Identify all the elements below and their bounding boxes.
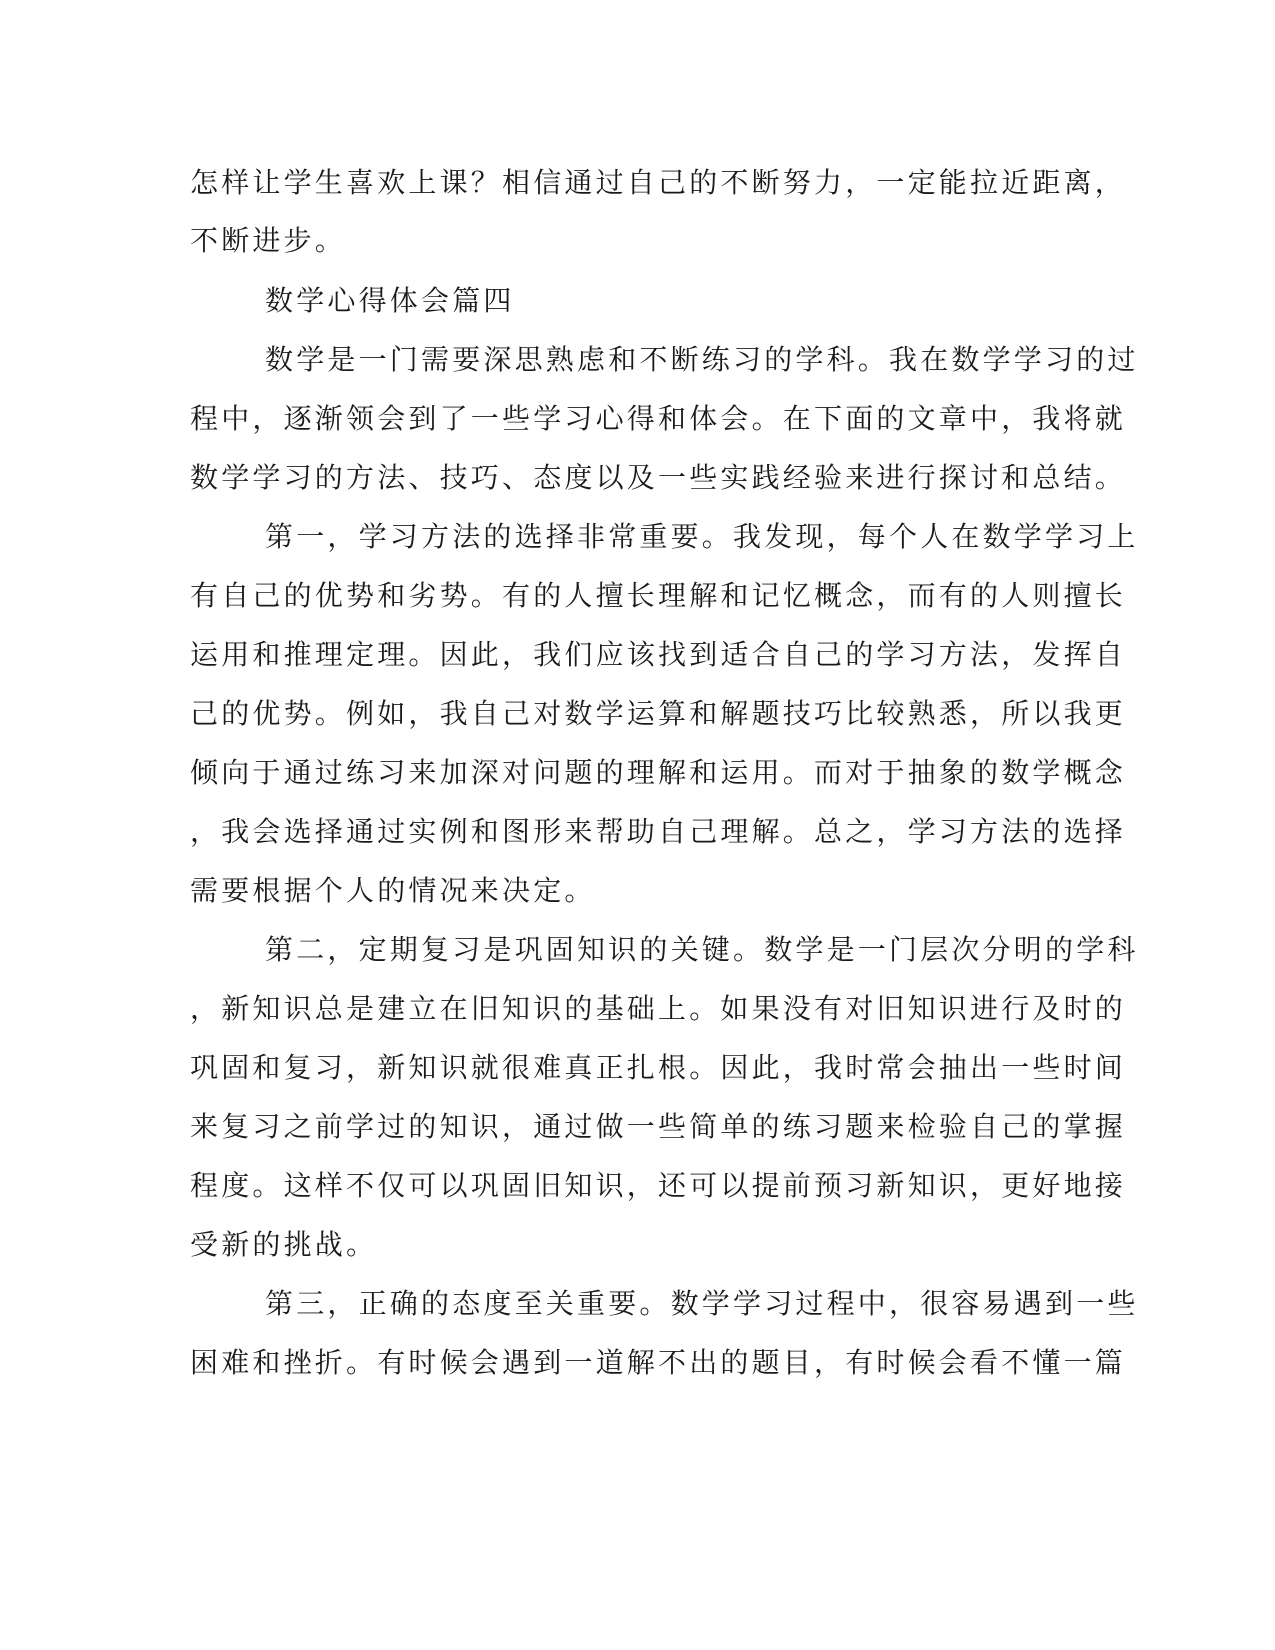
text-line: 需要根据个人的情况来决定。 <box>190 874 596 907</box>
text-line: 怎样让学生喜欢上课？相信通过自己的不断努力，一定能拉近距离， <box>190 166 1127 199</box>
text-line: ，新知识总是建立在旧知识的基础上。如果没有对旧知识进行及时的 <box>190 992 1127 1025</box>
text-line: 程中，逐渐领会到了一些学习心得和体会。在下面的文章中，我将就 <box>190 402 1127 435</box>
text-line: 运用和推理定理。因此，我们应该找到适合自己的学习方法，发挥自 <box>190 638 1127 671</box>
text-line: 有自己的优势和劣势。有的人擅长理解和记忆概念，而有的人则擅长 <box>190 579 1127 612</box>
text-line: 不断进步。 <box>190 224 347 257</box>
text-line: 倾向于通过练习来加深对问题的理解和运用。而对于抽象的数学概念 <box>190 756 1127 789</box>
section-heading: 数学心得体会篇四 <box>265 284 515 317</box>
text-line: 数学学习的方法、技巧、态度以及一些实践经验来进行探讨和总结。 <box>190 461 1127 494</box>
paragraph-first-line: 第三，正确的态度至关重要。数学学习过程中，很容易遇到一些 <box>265 1287 1139 1320</box>
text-line: 困难和挫折。有时候会遇到一道解不出的题目，有时候会看不懂一篇 <box>190 1346 1127 1379</box>
text-line: 己的优势。例如，我自己对数学运算和解题技巧比较熟悉，所以我更 <box>190 697 1127 730</box>
text-line: 来复习之前学过的知识，通过做一些简单的练习题来检验自己的掌握 <box>190 1110 1127 1143</box>
text-line: ，我会选择通过实例和图形来帮助自己理解。总之，学习方法的选择 <box>190 815 1127 848</box>
text-line: 巩固和复习，新知识就很难真正扎根。因此，我时常会抽出一些时间 <box>190 1051 1127 1084</box>
paragraph-first-line: 第一，学习方法的选择非常重要。我发现，每个人在数学学习上 <box>265 520 1139 553</box>
text-line: 程度。这样不仅可以巩固旧知识，还可以提前预习新知识，更好地接 <box>190 1169 1127 1202</box>
paragraph-first-line: 第二，定期复习是巩固知识的关键。数学是一门层次分明的学科 <box>265 933 1139 966</box>
paragraph-first-line: 数学是一门需要深思熟虑和不断练习的学科。我在数学学习的过 <box>265 343 1139 376</box>
text-line: 受新的挑战。 <box>190 1228 378 1261</box>
